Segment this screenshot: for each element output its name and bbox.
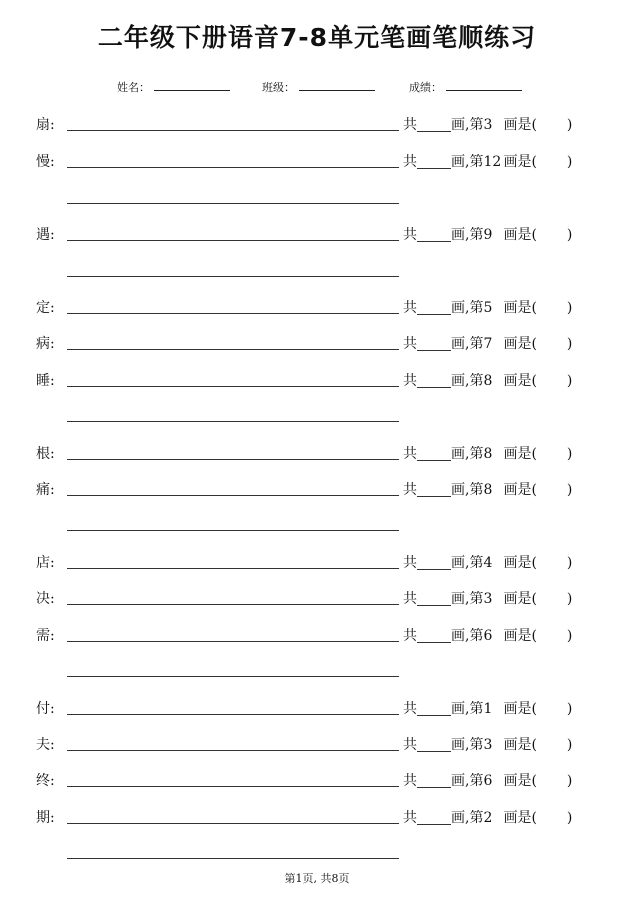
close-paren: ) — [566, 300, 573, 316]
name-field — [117, 79, 230, 95]
stroke-question — [403, 698, 572, 718]
continuation-line[interactable] — [67, 421, 399, 422]
close-paren: ) — [566, 482, 573, 498]
class-blank[interactable] — [299, 81, 375, 91]
character-label: 痛: — [36, 482, 55, 498]
nth-stroke-number: 1 — [483, 701, 493, 717]
hua-label: 画, — [451, 737, 470, 753]
stroke-order-blank[interactable] — [67, 130, 399, 131]
di-label: 第 — [469, 737, 484, 753]
character-label: 根: — [36, 446, 55, 462]
exercise-row — [0, 145, 634, 175]
exercise-row — [0, 327, 634, 357]
stroke-count-blank[interactable] — [417, 701, 451, 716]
character-label: 夫: — [36, 737, 55, 753]
stroke-count-blank[interactable] — [417, 773, 451, 788]
total-label: 共 — [403, 482, 417, 498]
total-label: 共 — [403, 117, 417, 133]
stroke-question — [403, 552, 572, 572]
nth-stroke-number: 6 — [483, 773, 493, 789]
nth-stroke-number: 5 — [483, 300, 493, 316]
stroke-count-blank[interactable] — [417, 737, 451, 752]
shi-label: 画是( — [503, 482, 537, 498]
close-paren: ) — [566, 737, 573, 753]
total-label: 共 — [403, 373, 417, 389]
stroke-question — [403, 224, 572, 244]
score-field — [409, 79, 522, 95]
stroke-order-blank[interactable] — [67, 349, 399, 350]
stroke-count-blank[interactable] — [417, 591, 451, 606]
stroke-count-blank[interactable] — [417, 300, 451, 315]
hua-label: 画, — [451, 117, 470, 133]
hua-label: 画, — [451, 773, 470, 789]
stroke-order-blank[interactable] — [67, 786, 399, 787]
di-label: 第 — [469, 336, 484, 352]
close-paren: ) — [566, 446, 573, 462]
continuation-line[interactable] — [67, 203, 399, 204]
close-paren: ) — [566, 701, 573, 717]
exercise-row — [0, 108, 634, 138]
shi-label: 画是( — [503, 227, 537, 243]
stroke-order-blank[interactable] — [67, 495, 399, 496]
di-label: 第 — [469, 555, 484, 571]
di-label: 第 — [469, 628, 484, 644]
hua-label: 画, — [451, 810, 470, 826]
nth-stroke-number: 6 — [483, 628, 493, 644]
continuation-line[interactable] — [67, 676, 399, 677]
stroke-order-blank[interactable] — [67, 568, 399, 569]
shi-label: 画是( — [503, 810, 537, 826]
close-paren: ) — [566, 773, 573, 789]
total-label: 共 — [403, 446, 417, 462]
shi-label: 画是( — [503, 773, 537, 789]
total-label: 共 — [403, 701, 417, 717]
name-label: 姓名： — [117, 81, 150, 94]
shi-label: 画是( — [503, 117, 537, 133]
total-label: 共 — [403, 227, 417, 243]
total-label: 共 — [403, 555, 417, 571]
total-label: 共 — [403, 336, 417, 352]
character-label: 遇: — [36, 227, 55, 243]
character-label: 扇: — [36, 117, 55, 133]
stroke-question — [403, 151, 572, 171]
stroke-count-blank[interactable] — [417, 154, 451, 169]
di-label: 第 — [469, 482, 484, 498]
shi-label: 画是( — [503, 336, 537, 352]
stroke-count-blank[interactable] — [417, 373, 451, 388]
character-label: 付: — [36, 701, 55, 717]
di-label: 第 — [469, 701, 484, 717]
di-label: 第 — [469, 810, 484, 826]
hua-label: 画, — [451, 446, 470, 462]
di-label: 第 — [469, 154, 484, 170]
stroke-count-blank[interactable] — [417, 227, 451, 242]
close-paren: ) — [566, 117, 573, 133]
nth-stroke-number: 3 — [483, 737, 493, 753]
nth-stroke-number: 4 — [483, 555, 493, 571]
stroke-question — [403, 479, 572, 499]
exercise-row — [0, 473, 634, 503]
close-paren: ) — [566, 810, 573, 826]
nth-stroke-number: 9 — [483, 227, 493, 243]
stroke-count-blank[interactable] — [417, 482, 451, 497]
stroke-question — [403, 443, 572, 463]
hua-label: 画, — [451, 154, 470, 170]
stroke-count-blank[interactable] — [417, 336, 451, 351]
stroke-question — [403, 770, 572, 790]
stroke-order-blank[interactable] — [67, 313, 399, 314]
hua-label: 画, — [451, 336, 470, 352]
di-label: 第 — [469, 373, 484, 389]
stroke-order-blank[interactable] — [67, 386, 399, 387]
stroke-order-blank[interactable] — [67, 167, 399, 168]
hua-label: 画, — [451, 701, 470, 717]
character-label: 期: — [36, 810, 55, 826]
stroke-question — [403, 625, 572, 645]
total-label: 共 — [403, 737, 417, 753]
total-label: 共 — [403, 154, 417, 170]
exercise-row — [0, 291, 634, 321]
character-label: 店: — [36, 555, 55, 571]
stroke-question — [403, 588, 572, 608]
stroke-count-blank[interactable] — [417, 628, 451, 643]
nth-stroke-number: 2 — [483, 810, 493, 826]
stroke-question — [403, 370, 572, 390]
character-label: 需: — [36, 628, 55, 644]
score-blank[interactable] — [446, 81, 522, 91]
page-footer: 第1页, 共8页 — [284, 872, 350, 885]
character-label: 终: — [36, 773, 55, 789]
stroke-order-blank[interactable] — [67, 240, 399, 241]
shi-label: 画是( — [503, 701, 537, 717]
close-paren: ) — [566, 591, 573, 607]
nth-stroke-number: 3 — [483, 591, 493, 607]
stroke-order-blank[interactable] — [67, 459, 399, 460]
stroke-count-blank[interactable] — [417, 446, 451, 461]
continuation-line[interactable] — [67, 276, 399, 277]
di-label: 第 — [469, 446, 484, 462]
exercise-row — [0, 764, 634, 794]
di-label: 第 — [469, 117, 484, 133]
stroke-order-blank[interactable] — [67, 641, 399, 642]
stroke-question — [403, 114, 572, 134]
nth-stroke-number: 8 — [483, 446, 493, 462]
stroke-order-blank[interactable] — [67, 714, 399, 715]
di-label: 第 — [469, 773, 484, 789]
character-label: 慢: — [36, 154, 55, 170]
name-blank[interactable] — [154, 81, 230, 91]
character-label: 睡: — [36, 373, 55, 389]
exercise-row — [0, 619, 634, 649]
total-label: 共 — [403, 591, 417, 607]
di-label: 第 — [469, 300, 484, 316]
exercise-row — [0, 692, 634, 722]
exercise-row — [0, 437, 634, 467]
exercise-row — [0, 728, 634, 758]
shi-label: 画是( — [503, 591, 537, 607]
continuation-line[interactable] — [67, 858, 399, 859]
stroke-question — [403, 297, 572, 317]
nth-stroke-number: 7 — [483, 336, 493, 352]
character-label: 病: — [36, 336, 55, 352]
close-paren: ) — [566, 227, 573, 243]
shi-label: 画是( — [503, 737, 537, 753]
di-label: 第 — [469, 591, 484, 607]
stroke-count-blank[interactable] — [417, 810, 451, 825]
score-label: 成绩： — [409, 81, 442, 94]
stroke-order-blank[interactable] — [67, 823, 399, 824]
hua-label: 画, — [451, 373, 470, 389]
close-paren: ) — [566, 154, 573, 170]
di-label: 第 — [469, 227, 484, 243]
stroke-order-blank[interactable] — [67, 750, 399, 751]
hua-label: 画, — [451, 300, 470, 316]
close-paren: ) — [566, 628, 573, 644]
nth-stroke-number: 3 — [483, 117, 493, 133]
class-field — [262, 79, 375, 95]
total-label: 共 — [403, 628, 417, 644]
exercise-row — [0, 364, 634, 394]
stroke-question — [403, 807, 572, 827]
class-label: 班级： — [262, 81, 295, 94]
shi-label: 画是( — [503, 628, 537, 644]
close-paren: ) — [566, 336, 573, 352]
hua-label: 画, — [451, 591, 470, 607]
stroke-count-blank[interactable] — [417, 555, 451, 570]
exercise-row — [0, 801, 634, 831]
shi-label: 画是( — [503, 373, 537, 389]
hua-label: 画, — [451, 555, 470, 571]
shi-label: 画是( — [503, 555, 537, 571]
total-label: 共 — [403, 810, 417, 826]
close-paren: ) — [566, 555, 573, 571]
character-label: 定: — [36, 300, 55, 316]
hua-label: 画, — [451, 227, 470, 243]
exercise-row — [0, 582, 634, 612]
stroke-count-blank[interactable] — [417, 117, 451, 132]
total-label: 共 — [403, 300, 417, 316]
exercise-row — [0, 546, 634, 576]
shi-label: 画是( — [503, 300, 537, 316]
nth-stroke-number: 12 — [483, 154, 502, 170]
page-title: 二年级下册语音7-8单元笔画笔顺练习 — [97, 23, 537, 52]
close-paren: ) — [566, 373, 573, 389]
character-label: 决: — [36, 591, 55, 607]
shi-label: 画是( — [503, 154, 537, 170]
stroke-order-blank[interactable] — [67, 604, 399, 605]
shi-label: 画是( — [503, 446, 537, 462]
nth-stroke-number: 8 — [483, 482, 493, 498]
continuation-line[interactable] — [67, 530, 399, 531]
hua-label: 画, — [451, 482, 470, 498]
nth-stroke-number: 8 — [483, 373, 493, 389]
exercise-row — [0, 218, 634, 248]
hua-label: 画, — [451, 628, 470, 644]
stroke-question — [403, 734, 572, 754]
stroke-question — [403, 333, 572, 353]
total-label: 共 — [403, 773, 417, 789]
